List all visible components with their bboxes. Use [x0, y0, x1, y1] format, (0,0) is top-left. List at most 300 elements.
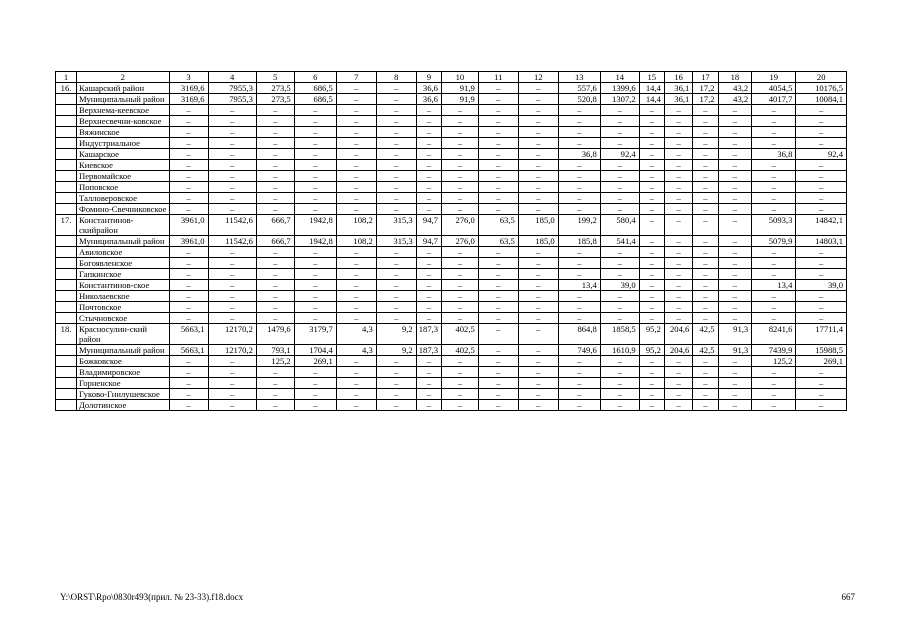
- table-cell: 125,2: [256, 356, 294, 367]
- table-cell: –: [294, 160, 336, 171]
- table-cell: 541,4: [600, 236, 639, 247]
- table-cell: –: [336, 302, 376, 313]
- table-cell: –: [558, 291, 600, 302]
- table-cell: 42,5: [693, 345, 718, 356]
- table-cell: –: [600, 193, 639, 204]
- table-cell: –: [478, 149, 518, 160]
- table-cell: –: [478, 171, 518, 182]
- table-cell: –: [441, 138, 478, 149]
- table-cell: 793,1: [256, 345, 294, 356]
- table-cell: –: [256, 116, 294, 127]
- table-cell: –: [478, 302, 518, 313]
- table-cell: 666,7: [256, 236, 294, 247]
- table-cell: –: [441, 367, 478, 378]
- table-cell: 269,1: [796, 356, 847, 367]
- table-cell: –: [376, 105, 416, 116]
- row-number: [56, 269, 77, 280]
- table-cell: –: [693, 356, 718, 367]
- table-cell: –: [294, 204, 336, 215]
- table-cell: –: [693, 389, 718, 400]
- table-cell: –: [441, 400, 478, 411]
- table-cell: –: [336, 149, 376, 160]
- table-cell: –: [752, 127, 796, 138]
- table-cell: –: [600, 258, 639, 269]
- table-cell: –: [600, 116, 639, 127]
- table-cell: –: [558, 400, 600, 411]
- table-cell: –: [416, 171, 441, 182]
- table-cell: –: [256, 269, 294, 280]
- table-cell: –: [752, 269, 796, 280]
- row-number: [56, 105, 77, 116]
- table-cell: –: [693, 367, 718, 378]
- row-number: [56, 149, 77, 160]
- table-cell: –: [376, 127, 416, 138]
- table-cell: –: [208, 247, 256, 258]
- table-cell: –: [256, 127, 294, 138]
- table-cell: –: [478, 345, 518, 356]
- table-cell: –: [336, 280, 376, 291]
- table-cell: –: [718, 116, 752, 127]
- table-cell: –: [208, 193, 256, 204]
- table-cell: –: [600, 313, 639, 324]
- column-header: 1: [56, 72, 77, 83]
- row-number: [56, 116, 77, 127]
- table-cell: –: [441, 258, 478, 269]
- table-cell: –: [294, 149, 336, 160]
- row-name: Муниципальный район: [77, 236, 170, 247]
- table-cell: –: [752, 204, 796, 215]
- table-cell: –: [169, 389, 208, 400]
- table-cell: –: [376, 302, 416, 313]
- table-cell: –: [518, 171, 558, 182]
- table-cell: –: [600, 302, 639, 313]
- row-number: [56, 138, 77, 149]
- table-cell: –: [718, 193, 752, 204]
- table-cell: –: [208, 302, 256, 313]
- table-cell: 15988,5: [796, 345, 847, 356]
- table-cell: 204,6: [664, 324, 692, 345]
- table-cell: –: [664, 193, 692, 204]
- row-number: [56, 258, 77, 269]
- table-cell: –: [478, 356, 518, 367]
- table-cell: –: [752, 182, 796, 193]
- table-cell: 94,7: [416, 215, 441, 236]
- table-row: [56, 138, 847, 149]
- table-cell: –: [639, 193, 664, 204]
- table-cell: –: [169, 171, 208, 182]
- table-cell: –: [416, 204, 441, 215]
- table-row: [56, 105, 847, 116]
- table-cell: –: [336, 204, 376, 215]
- table-cell: –: [718, 182, 752, 193]
- table-cell: –: [558, 204, 600, 215]
- table-cell: –: [416, 313, 441, 324]
- table-cell: –: [376, 378, 416, 389]
- table-cell: –: [718, 280, 752, 291]
- table-cell: –: [639, 149, 664, 160]
- table-cell: –: [639, 127, 664, 138]
- table-cell: –: [478, 269, 518, 280]
- table-cell: –: [478, 400, 518, 411]
- row-name: Муниципальный район: [77, 345, 170, 356]
- table-cell: –: [169, 105, 208, 116]
- table-cell: –: [478, 204, 518, 215]
- table-cell: –: [208, 138, 256, 149]
- table-row: [56, 258, 847, 269]
- row-name: Верхнема-кеевское: [77, 105, 170, 116]
- table-cell: –: [718, 149, 752, 160]
- table-cell: –: [518, 193, 558, 204]
- table-row: [56, 324, 847, 345]
- table-cell: –: [664, 302, 692, 313]
- table-cell: 273,5: [256, 83, 294, 94]
- table-cell: –: [718, 400, 752, 411]
- table-cell: 3961,0: [169, 215, 208, 236]
- table-cell: –: [796, 182, 847, 193]
- table-cell: –: [416, 116, 441, 127]
- table-cell: –: [336, 171, 376, 182]
- table-cell: –: [256, 204, 294, 215]
- table-cell: –: [752, 160, 796, 171]
- footer-file-path: Y:\ORST\Rpo\0830r493(прил. № 23-33).f18.docx: [60, 592, 244, 602]
- table-cell: –: [600, 247, 639, 258]
- table-cell: –: [336, 313, 376, 324]
- table-cell: –: [600, 127, 639, 138]
- table-cell: –: [752, 302, 796, 313]
- table-cell: –: [336, 400, 376, 411]
- table-cell: –: [416, 356, 441, 367]
- table-cell: 36,1: [664, 94, 692, 105]
- footer-page-number: 667: [841, 592, 855, 602]
- table-cell: –: [718, 378, 752, 389]
- table-cell: 402,5: [441, 345, 478, 356]
- table-cell: –: [796, 389, 847, 400]
- table-cell: –: [518, 182, 558, 193]
- table-cell: –: [639, 116, 664, 127]
- column-header: 5: [256, 72, 294, 83]
- table-cell: –: [664, 280, 692, 291]
- table-cell: –: [718, 258, 752, 269]
- row-number: [56, 236, 77, 247]
- table-cell: –: [664, 160, 692, 171]
- table-cell: –: [639, 302, 664, 313]
- row-number: [56, 400, 77, 411]
- table-cell: –: [256, 138, 294, 149]
- table-cell: –: [294, 367, 336, 378]
- table-cell: –: [796, 258, 847, 269]
- column-header: 11: [478, 72, 518, 83]
- table-cell: –: [693, 149, 718, 160]
- table-cell: 39,0: [600, 280, 639, 291]
- table-cell: –: [376, 116, 416, 127]
- column-header: 9: [416, 72, 441, 83]
- table-cell: 580,4: [600, 215, 639, 236]
- table-cell: –: [336, 291, 376, 302]
- table-cell: –: [376, 269, 416, 280]
- table-row: [56, 313, 847, 324]
- table-cell: –: [796, 138, 847, 149]
- table-cell: –: [752, 367, 796, 378]
- table-cell: –: [336, 138, 376, 149]
- table-cell: –: [752, 378, 796, 389]
- table-cell: –: [478, 378, 518, 389]
- table-cell: –: [294, 247, 336, 258]
- table-cell: –: [169, 302, 208, 313]
- table-cell: –: [256, 193, 294, 204]
- table-cell: –: [752, 389, 796, 400]
- table-cell: –: [376, 367, 416, 378]
- table-cell: –: [208, 269, 256, 280]
- table-cell: 276,0: [441, 236, 478, 247]
- table-cell: –: [693, 269, 718, 280]
- table-cell: 187,3: [416, 345, 441, 356]
- table-cell: –: [796, 400, 847, 411]
- table-cell: –: [294, 378, 336, 389]
- table-row: [56, 193, 847, 204]
- column-header: 19: [752, 72, 796, 83]
- table-cell: –: [416, 302, 441, 313]
- table-cell: –: [376, 94, 416, 105]
- table-cell: –: [664, 269, 692, 280]
- table-cell: –: [796, 378, 847, 389]
- table-cell: –: [558, 389, 600, 400]
- table-cell: –: [208, 367, 256, 378]
- table-cell: –: [336, 83, 376, 94]
- table-cell: –: [478, 291, 518, 302]
- table-cell: 91,3: [718, 324, 752, 345]
- table-cell: –: [208, 378, 256, 389]
- table-cell: –: [752, 247, 796, 258]
- row-name: Божковское: [77, 356, 170, 367]
- table-cell: –: [256, 105, 294, 116]
- table-cell: –: [169, 127, 208, 138]
- table-cell: 1307,2: [600, 94, 639, 105]
- table-cell: –: [639, 258, 664, 269]
- table-cell: –: [558, 138, 600, 149]
- table-cell: 276,0: [441, 215, 478, 236]
- row-name: Владимировское: [77, 367, 170, 378]
- table-cell: 91,9: [441, 83, 478, 94]
- table-cell: 1610,9: [600, 345, 639, 356]
- column-header: 8: [376, 72, 416, 83]
- table-cell: –: [558, 269, 600, 280]
- table-cell: –: [336, 116, 376, 127]
- table-cell: –: [518, 389, 558, 400]
- table-cell: –: [169, 400, 208, 411]
- table-cell: –: [169, 313, 208, 324]
- table-cell: –: [416, 127, 441, 138]
- table-cell: 187,3: [416, 324, 441, 345]
- table-cell: –: [256, 389, 294, 400]
- table-cell: –: [718, 302, 752, 313]
- table-cell: –: [664, 367, 692, 378]
- table-cell: 199,2: [558, 215, 600, 236]
- table-row: [56, 171, 847, 182]
- table-cell: –: [294, 389, 336, 400]
- table-cell: –: [796, 313, 847, 324]
- table-cell: 666,7: [256, 215, 294, 236]
- table-cell: –: [376, 160, 416, 171]
- table-cell: –: [518, 400, 558, 411]
- table-cell: 3169,6: [169, 83, 208, 94]
- table-cell: –: [169, 116, 208, 127]
- table-cell: –: [441, 291, 478, 302]
- table-cell: –: [518, 269, 558, 280]
- table-cell: –: [718, 291, 752, 302]
- table-cell: –: [478, 116, 518, 127]
- table-cell: –: [558, 160, 600, 171]
- table-cell: –: [336, 182, 376, 193]
- table-cell: 315,3: [376, 215, 416, 236]
- table-cell: 17711,4: [796, 324, 847, 345]
- table-cell: –: [600, 378, 639, 389]
- table-cell: 12170,2: [208, 345, 256, 356]
- table-cell: –: [600, 269, 639, 280]
- table-cell: –: [558, 378, 600, 389]
- table-cell: –: [796, 116, 847, 127]
- row-name: Гапкинское: [77, 269, 170, 280]
- table-cell: –: [478, 367, 518, 378]
- table-cell: –: [518, 204, 558, 215]
- table-cell: –: [169, 378, 208, 389]
- table-cell: –: [518, 127, 558, 138]
- table-cell: –: [718, 171, 752, 182]
- table-cell: –: [664, 378, 692, 389]
- table-cell: –: [693, 116, 718, 127]
- table-cell: –: [208, 313, 256, 324]
- table-cell: 12170,2: [208, 324, 256, 345]
- table-cell: 42,5: [693, 324, 718, 345]
- table-cell: –: [639, 247, 664, 258]
- table-cell: 269,1: [294, 356, 336, 367]
- table-cell: –: [639, 182, 664, 193]
- table-cell: –: [256, 160, 294, 171]
- table-cell: –: [441, 356, 478, 367]
- table-cell: 125,2: [752, 356, 796, 367]
- table-cell: 3169,6: [169, 94, 208, 105]
- table-cell: 17,2: [693, 94, 718, 105]
- table-cell: –: [664, 171, 692, 182]
- table-cell: 273,5: [256, 94, 294, 105]
- table-cell: –: [518, 291, 558, 302]
- table-cell: –: [693, 302, 718, 313]
- table-cell: –: [664, 149, 692, 160]
- column-header: 12: [518, 72, 558, 83]
- table-cell: 864,8: [558, 324, 600, 345]
- table-cell: –: [256, 280, 294, 291]
- table-cell: –: [376, 258, 416, 269]
- table-cell: –: [752, 291, 796, 302]
- table-cell: –: [718, 313, 752, 324]
- row-number: [56, 193, 77, 204]
- column-header: 17: [693, 72, 718, 83]
- table-cell: 36,6: [416, 94, 441, 105]
- row-number: 18.: [56, 324, 77, 345]
- table-cell: 13,4: [752, 280, 796, 291]
- table-cell: –: [376, 389, 416, 400]
- table-cell: –: [718, 204, 752, 215]
- table-cell: –: [518, 356, 558, 367]
- table-cell: –: [294, 280, 336, 291]
- table-cell: 63,5: [478, 215, 518, 236]
- table-cell: 9,2: [376, 345, 416, 356]
- table-cell: 5093,3: [752, 215, 796, 236]
- table-cell: –: [256, 367, 294, 378]
- table-cell: 3179,7: [294, 324, 336, 345]
- column-header: 14: [600, 72, 639, 83]
- table-cell: –: [518, 324, 558, 345]
- table-cell: 94,7: [416, 236, 441, 247]
- table-cell: –: [796, 302, 847, 313]
- row-name: Фомино-Свечниковское: [77, 204, 170, 215]
- table-cell: –: [693, 193, 718, 204]
- table-cell: 1942,8: [294, 215, 336, 236]
- table-cell: –: [664, 291, 692, 302]
- table-cell: –: [639, 204, 664, 215]
- table-cell: –: [518, 280, 558, 291]
- table-cell: –: [336, 356, 376, 367]
- table-row: [56, 269, 847, 280]
- row-name: Богоявленское: [77, 258, 170, 269]
- table-cell: –: [441, 389, 478, 400]
- column-header: 3: [169, 72, 208, 83]
- table-cell: 13,4: [558, 280, 600, 291]
- table-cell: 7439,9: [752, 345, 796, 356]
- table-cell: 1479,6: [256, 324, 294, 345]
- row-number: [56, 378, 77, 389]
- table-row: [56, 291, 847, 302]
- table-cell: –: [376, 313, 416, 324]
- table-cell: –: [752, 193, 796, 204]
- row-number: [56, 182, 77, 193]
- table-cell: 1399,6: [600, 83, 639, 94]
- row-number: [56, 247, 77, 258]
- table-cell: 749,6: [558, 345, 600, 356]
- table-cell: 43,2: [718, 94, 752, 105]
- table-cell: –: [169, 356, 208, 367]
- table-cell: –: [518, 160, 558, 171]
- column-header: 18: [718, 72, 752, 83]
- table-cell: 14,4: [639, 83, 664, 94]
- table-row: [56, 389, 847, 400]
- table-cell: –: [693, 182, 718, 193]
- table-cell: –: [169, 291, 208, 302]
- table-cell: –: [693, 138, 718, 149]
- table-cell: –: [639, 171, 664, 182]
- row-name: Красносулин-ский район: [77, 324, 170, 345]
- table-cell: –: [416, 160, 441, 171]
- table-cell: –: [664, 138, 692, 149]
- table-cell: –: [416, 280, 441, 291]
- table-cell: –: [558, 258, 600, 269]
- table-cell: –: [169, 367, 208, 378]
- table-cell: –: [441, 269, 478, 280]
- table-row: [56, 127, 847, 138]
- table-cell: –: [336, 193, 376, 204]
- table-cell: –: [294, 302, 336, 313]
- table-cell: –: [416, 105, 441, 116]
- table-row: [56, 345, 847, 356]
- table-cell: –: [478, 324, 518, 345]
- table-cell: –: [693, 171, 718, 182]
- column-header: 7: [336, 72, 376, 83]
- row-name: Первомайское: [77, 171, 170, 182]
- column-header: 2: [77, 72, 170, 83]
- table-cell: –: [208, 182, 256, 193]
- table-cell: –: [441, 182, 478, 193]
- row-name: Почтовское: [77, 302, 170, 313]
- table-cell: –: [169, 149, 208, 160]
